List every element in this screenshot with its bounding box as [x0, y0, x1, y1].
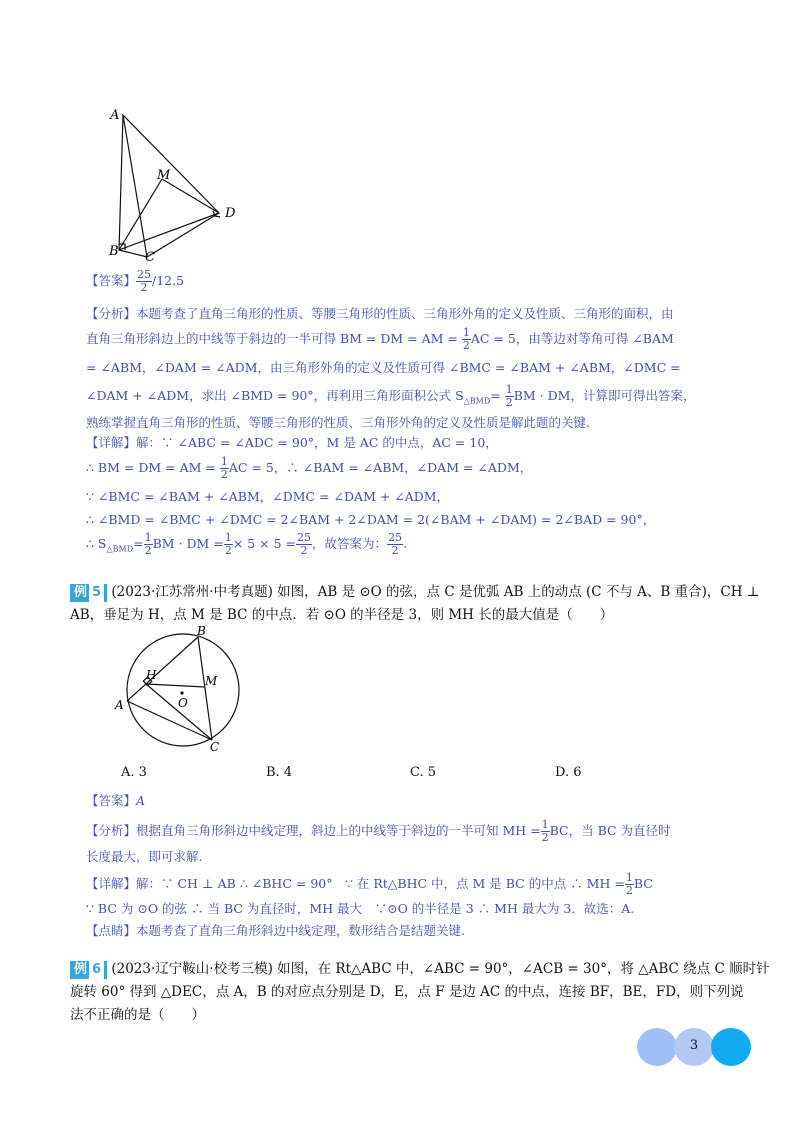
example-6-line-2: 旋转 60° 得到 △DEC，点 A，B 的对应点分别是 D，E，点 F 是边 AC 的中点，连接 BF，BE，FD，则下列说 [70, 984, 744, 1000]
fig2-label-m: M [205, 674, 218, 688]
example-5-line-1: 例 5 (2023·江苏常州·中考真题) 如图，AB 是 ⊙O 的弦，点 C 是优弧 AB 上的动点 (C 不与 A、B 重合)，CH ⊥ [70, 580, 760, 605]
fig1-label-m: M [157, 168, 171, 183]
fig1-label-c: C [145, 250, 155, 265]
detail-1-line-4: ∴ ∠BMD = ∠BMC + ∠DMC = 2∠BAM + 2∠DAM = 2(∠BAM + ∠DAM) = 2∠BAD = 90°， [86, 512, 656, 527]
page-circle-left [637, 1028, 677, 1066]
analysis-1-line-5: 熟练掌握直角三角形的性质、等腰三角形的性质、三角形外角的定义及性质是解此题的关键. [86, 415, 590, 430]
fig1-label-d: D [225, 206, 236, 221]
detail-1-line-1: 【详解】解：∵ ∠ABC = ∠ADC = 90°，M 是 AC 的中点，AC = 10， [86, 435, 498, 450]
answer-1 [86, 268, 184, 294]
analysis-2-line-2: 长度最大，即可求解. [86, 849, 203, 864]
fig1-label-b: B [109, 244, 119, 259]
detail-1-line-5: ∴ $S_{\triangle BMD}=$ $\frac{1}{2}$ BM · DM = $\frac{1}{2}$ × 5 × 5 = $\frac{25}{2}$ ，故答案为： $\frac{25}{2}$ . [86, 531, 408, 557]
analysis-1-line-1: 【分析】本题考查了直角三角形的性质、等腰三角形的性质、三角形外角的定义及性质、三角形的面积，由 [86, 306, 674, 321]
detail-2-line-2: ∵ BC 为 ⊙O 的弦 ∴ 当 BC 为直径时，MH 最大 ∵⊙O 的半径是 3 ∴ MH 最大为 3．故选：A. [86, 901, 635, 916]
fig2-label-b: B [197, 625, 206, 638]
fig2-label-a: A [115, 698, 124, 712]
option-a[interactable]: A. 3 [121, 765, 147, 780]
analysis-1-line-2: 直角三角形斜边上的中线等于斜边的一半可得 BM = DM = AM = $\frac{1}{2}$ AC = 5，由等边对等角可得 ∠BAM [86, 326, 674, 352]
page-circle-right [711, 1028, 751, 1066]
option-c[interactable]: C. 5 [410, 765, 437, 780]
figure-quadrilateral [105, 105, 255, 265]
figure-circle [110, 625, 250, 755]
analysis-2-line-1: 【分析】根据直角三角形斜边中线定理，斜边上的中线等于斜边的一半可知 MH = $\frac{1}{2}$ BC，当 BC 为直径时 [86, 818, 671, 844]
fig2-label-h: H [146, 668, 157, 682]
detail-2-line-1: 【详解】解：∵ CH ⊥ AB ∴ ∠BHC = 90° ∵ 在 Rt△BHC 中，点 M 是 BC 的中点 ∴ MH = $\frac{1}{2}$ BC [86, 871, 653, 897]
analysis-1-line-3: = ∠ABM，∠DAM = ∠ADM，由三角形外角的定义及性质可得 ∠BMC = ∠BAM + ∠ABM，∠DMC = [86, 360, 681, 375]
detail-1-line-3: ∵ ∠BMC = ∠BAM + ∠ABM，∠DMC = ∠DAM + ∠ADM， [86, 489, 450, 504]
fig2-label-c: C [210, 740, 220, 754]
option-d[interactable]: D. 6 [555, 765, 582, 780]
page-number: 3 [689, 1038, 699, 1053]
example-6-line-3: 法不正确的是（ ） [70, 1007, 205, 1023]
comment-2: 【点睛】本题考查了直角三角形斜边中线定理，数形结合是结题关键. [86, 923, 465, 938]
fig1-label-a: A [110, 108, 120, 123]
example-6-line-1: 例 6 (2023·辽宁鞍山·校考三模) 如图，在 Rt△ABC 中，∠ABC = 90°，∠ACB = 30°，将 △ABC 绕点 C 顺时针 [70, 957, 770, 982]
answer-tag: 【答案】 [86, 273, 137, 288]
example-badge: 例 5 [70, 584, 107, 602]
option-b[interactable]: B. 4 [266, 765, 293, 780]
answer-2: 【答案】A [86, 793, 146, 808]
analysis-1-line-4: ∠DAM + ∠ADM，求出 ∠BMD = 90°，再利用三角形面积公式 $S_{\triangle BMD}=$ $\frac{1}{2}$ BM · DM，计算即可得出答案， [86, 383, 696, 409]
example-5-line-2: AB，垂足为 H，点 M 是 BC 的中点．若 ⊙O 的半径是 3，则 MH 长的最大值是（ ） [70, 607, 614, 623]
example-badge: 例 6 [70, 961, 107, 979]
detail-1-line-2: ∴ BM = DM = AM = $\frac{1}{2}$ AC = 5，∴ ∠BAM = ∠ABM，∠DAM = ∠ADM， [86, 455, 533, 481]
fig2-label-o: O [178, 696, 188, 710]
answer-decimal: /12.5 [152, 273, 185, 288]
answer-fraction: $\frac{25}{2}$ [137, 268, 152, 294]
